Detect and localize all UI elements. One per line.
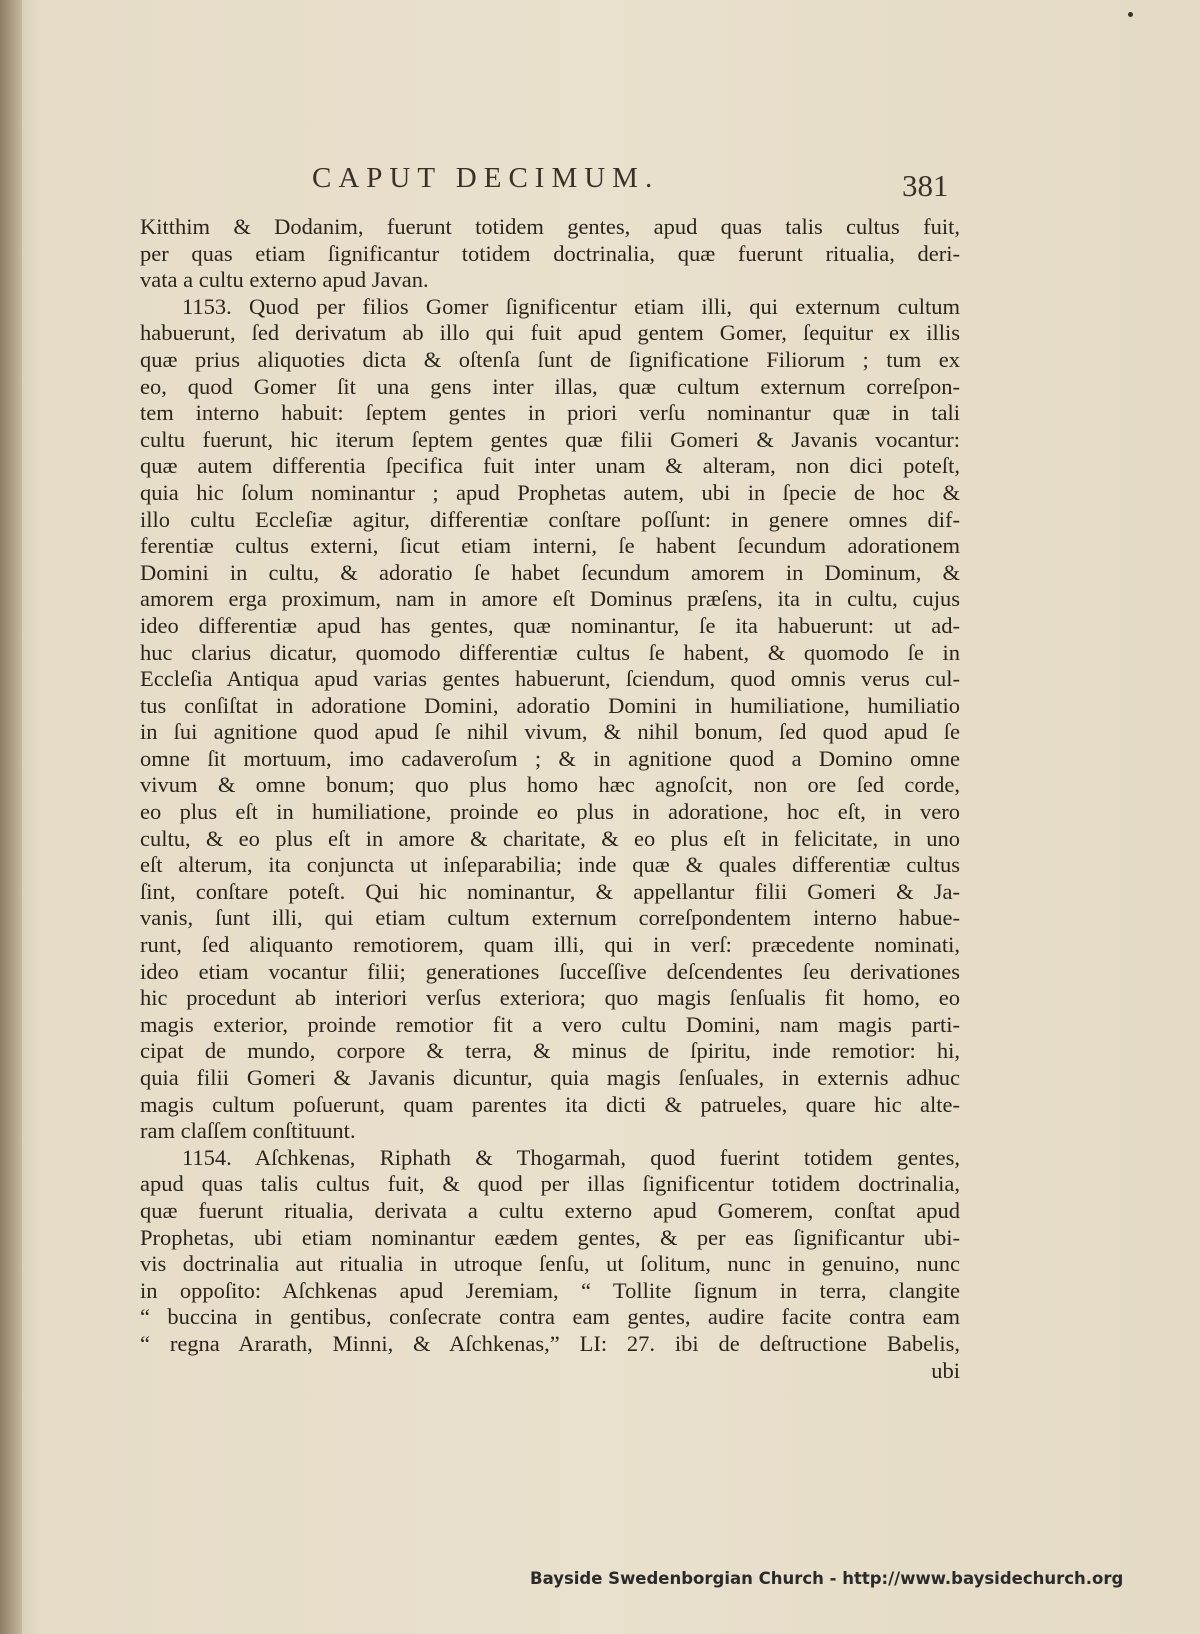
text-line: ferentiæ cultus externi, ſicut etiam interni, ſe habent ſecundum adorationem	[140, 533, 960, 559]
text-line: per quas etiam ſignificantur totidem doctrinalia, quæ fuerunt ritualia, deri-	[140, 240, 960, 266]
text-line: magis cultum poſuerunt, quam parentes ita dicti & patrueles, quare hic alte-	[140, 1091, 960, 1117]
text-line: cultu fuerunt, hic iterum ſeptem gentes quæ filii Gomeri & Javanis vocantur:	[140, 426, 960, 452]
text-line: cultu, & eo plus eſt in amore & charitate, & eo plus eſt in felicitate, in uno	[140, 825, 960, 851]
text-line: 1153. Quod per filios Gomer ſignificentur etiam illi, qui externum cultum	[182, 293, 960, 319]
text-line: 1154. Aſchkenas, Riphath & Thogarmah, quod fuerint totidem gentes,	[182, 1144, 960, 1170]
text-line: hic procedunt ab interiori verſus exteriora; quo magis ſenſualis fit homo, eo	[140, 985, 960, 1011]
text-line: quæ prius aliquoties dicta & oſtenſa ſunt de ſignificatione Filiorum ; tum ex	[140, 346, 960, 372]
text-line: quæ autem differentia ſpecifica fuit inter unam & alteram, non dici poteſt,	[140, 453, 960, 479]
page-number: 381	[902, 168, 949, 203]
text-line: in oppoſito: Aſchkenas apud Jeremiam, “ Tollite ſignum in terra, clangite	[140, 1277, 960, 1303]
text-line: runt, ſed aliquanto remotiorem, quam illi, qui in verſ: præcedente nominati,	[140, 932, 960, 958]
text-line: eo, quod Gomer ſit una gens inter illas, quæ cultum externum correſpon-	[140, 373, 960, 399]
text-line: quæ fuerunt ritualia, derivata a cultu externo apud Gomerem, conſtat apud	[140, 1197, 960, 1223]
text-line: vis doctrinalia aut ritualia in utroque ſenſu, ut ſolitum, nunc in genuino, nunc	[140, 1251, 960, 1277]
text-line: apud quas talis cultus fuit, & quod per illas ſignificentur totidem doctrinalia,	[140, 1171, 960, 1197]
text-line: Eccleſia Antiqua apud varias gentes habuerunt, ſciendum, quod omnis verus cul-	[140, 666, 960, 692]
running-head: CAPUT DECIMUM.	[312, 162, 660, 194]
text-line: eo plus eſt in humiliatione, proinde eo plus in adoratione, hoc eſt, in vero	[140, 799, 960, 825]
text-line: Domini in cultu, & adoratio ſe habet ſecundum amorem in Dominum, &	[140, 559, 960, 585]
text-line: Kitthim & Dodanim, fuerunt totidem gentes, apud quas talis cultus fuit,	[140, 214, 960, 239]
text-line: ubi	[931, 1357, 960, 1383]
gutter-shadow	[0, 0, 22, 1634]
text-line: vata a cultu externo apud Javan.	[140, 267, 429, 293]
text-line: ideo etiam vocantur filii; generationes ſucceſſive deſcendentes ſeu derivationes	[140, 958, 960, 984]
text-line: magis exterior, proinde remotior fit a vero cultu Domini, nam magis parti-	[140, 1011, 960, 1037]
text-line: omne ſit mortuum, imo cadaveroſum ; & in agnitione quod a Domino omne	[140, 745, 960, 771]
text-line: tem interno habuit: ſeptem gentes in priori verſu nominantur quæ in tali	[140, 400, 960, 426]
text-line: in ſui agnitione quod apud ſe nihil vivum, & nihil bonum, ſed quod apud ſe	[140, 719, 960, 745]
text-line: quia hic ſolum nominantur ; apud Prophetas autem, ubi in ſpecie de hoc &	[140, 479, 960, 505]
text-line: vanis, ſunt illi, qui etiam cultum externum correſpondentem interno habue-	[140, 905, 960, 931]
text-line: “ buccina in gentibus, conſecrate contra eam gentes, audire facite contra eam	[140, 1304, 960, 1330]
text-line: ſint, conſtare poteſt. Qui hic nominantur, & appellantur filii Gomeri & Ja-	[140, 878, 960, 904]
text-line: amorem erga proximum, nam in amore eſt Dominus præſens, ita in cultu, cujus	[140, 586, 960, 612]
text-line: Prophetas, ubi etiam nominantur eædem gentes, & per eas ſignificantur ubi-	[140, 1224, 960, 1250]
text-line: eſt alterum, ita conjuncta ut inſeparabilia; inde quæ & quales differentiæ cultus	[140, 852, 960, 878]
watermark-credit: Bayside Swedenborgian Church - http://www.baysidechurch.org	[530, 1569, 1124, 1588]
text-line: ideo differentiæ apud has gentes, quæ nominantur, ſe ita habuerunt: ut ad-	[140, 612, 960, 638]
ink-speck	[1128, 12, 1133, 17]
text-line: illo cultu Eccleſiæ agitur, differentiæ conſtare poſſunt: in genere omnes dif-	[140, 506, 960, 532]
body-text	[140, 214, 960, 1384]
text-line: “ regna Ararath, Minni, & Aſchkenas,” LI: 27. ibi de deſtructione Babelis,	[140, 1330, 960, 1356]
text-line: cipat de mundo, corpore & terra, & minus de ſpiritu, inde remotior: hi,	[140, 1038, 960, 1064]
text-line: habuerunt, ſed derivatum ab illo qui fuit apud gentem Gomer, ſequitur ex illis	[140, 320, 960, 346]
text-line: vivum & omne bonum; quo plus homo hæc agnoſcit, non ore ſed corde,	[140, 772, 960, 798]
text-line: tus conſiſtat in adoratione Domini, adoratio Domini in humiliatione, humiliatio	[140, 692, 960, 718]
text-line: ram claſſem conſtituunt.	[140, 1118, 356, 1144]
text-line: huc clarius dicatur, quomodo differentiæ cultus ſe habent, & quomodo ſe in	[140, 639, 960, 665]
text-line: quia filii Gomeri & Javanis dicuntur, quia magis ſenſuales, in externis adhuc	[140, 1065, 960, 1090]
